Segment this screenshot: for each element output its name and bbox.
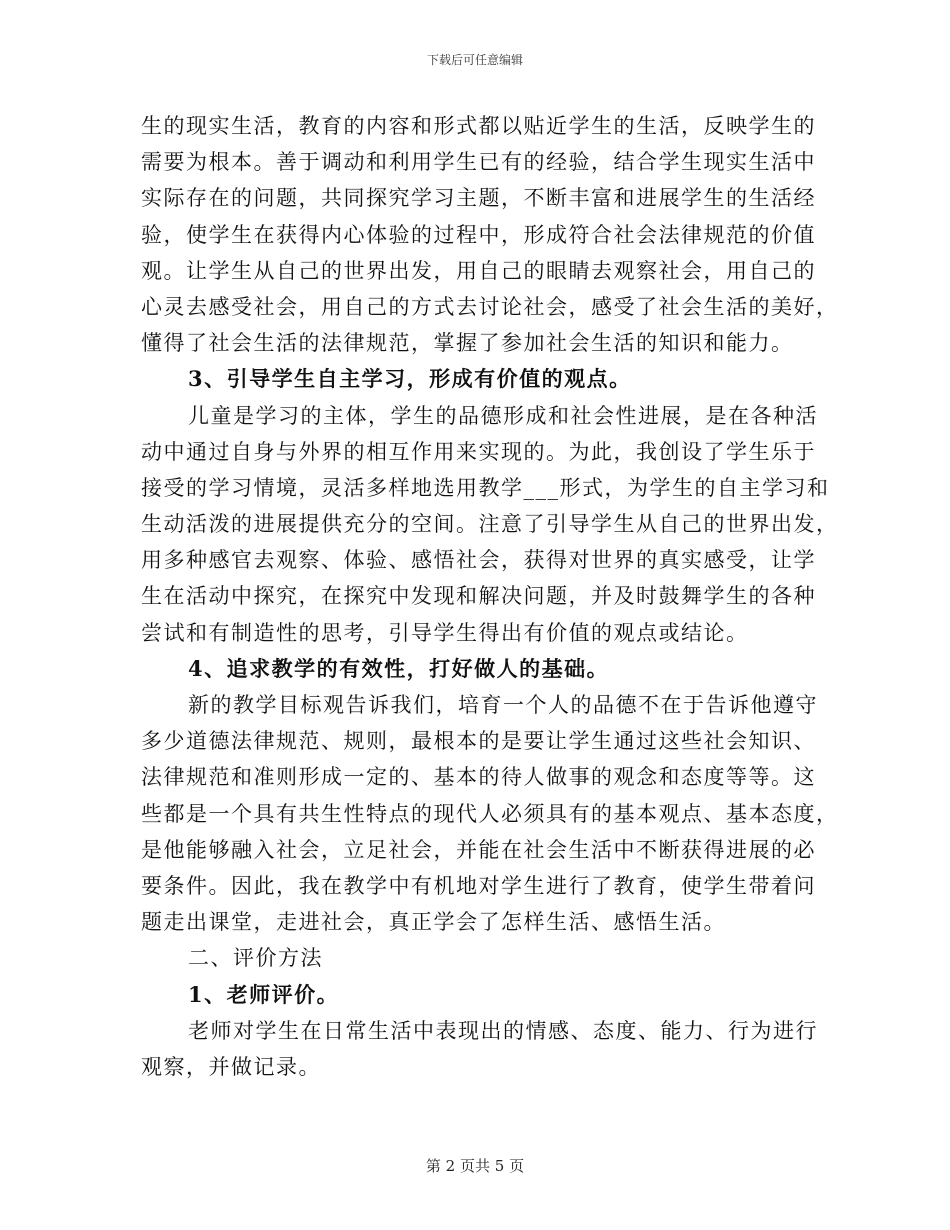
text-line: 观察，并做记录。 (141, 1054, 321, 1079)
paragraph-first-line: 新的教学目标观告诉我们，培育一个人的品德不在于告诉他遵守 (188, 693, 818, 717)
text-line: 些都是一个具有共生性特点的现代人必须具有的基本观点、基本态度， (141, 801, 839, 826)
text-line: 法律规范和准则形成一定的、基本的待人做事的观念和态度等等。这 (141, 765, 816, 790)
text-line: 题走出课堂，走进社会，真正学会了怎样生活、感悟生活。 (141, 910, 726, 935)
text-line: 要条件。因此，我在教学中有机地对学生进行了教育，使学生带着问 (141, 873, 816, 898)
text-line: 懂得了社会生活的法律规范，掌握了参加社会生活的知识和能力。 (141, 331, 794, 356)
page-header: 下载后可任意编辑 (426, 53, 523, 67)
text-line: 需要为根本。善于调动和利用学生已有的经验，结合学生现实生活中 (141, 150, 816, 175)
text-line: 生在活动中探究，在探究中发现和解决问题，并及时鼓舞学生的各种 (141, 584, 816, 609)
text-line: 多少道德法律规范、规则，最根本的是要让学生通过这些社会知识、 (141, 729, 816, 754)
section-heading: 3、引导学生自主学习，形成有价值的观点。 (188, 366, 632, 392)
text-line: 尝试和有制造性的思考，引导学生得出有价值的观点或结论。 (141, 620, 749, 645)
paragraph-first-line: 老师对学生在日常生活中表现出的情感、态度、能力、行为进行 (188, 1018, 818, 1043)
text-line: 生动活泼的进展提供充分的空间。注意了引导学生从自己的世界出发， (141, 512, 839, 537)
text-line: 观。让学生从自己的世界出发，用自己的眼睛去观察社会，用自己的 (141, 258, 816, 283)
document-body (141, 108, 839, 1085)
text-line: 验，使学生在获得内心体验的过程中，形成符合社会法律规范的价值 (141, 222, 816, 247)
text-line: 是他能够融入社会，立足社会，并能在社会生活中不断获得进展的必 (141, 837, 816, 862)
section-heading: 1、老师评价。 (188, 981, 340, 1007)
text-line: 实际存在的问题，共同探究学习主题，不断丰富和进展学生的生活经 (141, 186, 816, 211)
text-line: 动中通过自身与外界的相互作用来实现的。为此，我创设了学生乐于 (141, 439, 816, 464)
text-line: 心灵去感受社会，用自己的方式去讨论社会，感受了社会生活的美好， (141, 294, 839, 319)
page-number: 第 2 页共 5 页 (425, 1157, 525, 1175)
text-line: 用多种感官去观察、体验、感悟社会，获得对世界的真实感受，让学 (141, 548, 816, 573)
paragraph-first-line: 儿童是学习的主体，学生的品德形成和社会性进展，是在各种活 (188, 403, 818, 428)
text-line: 生的现实生活，教育的内容和形式都以贴近学生的生活，反映学生的 (141, 114, 816, 138)
text-line: 接受的学习情境，灵活多样地选用教学___形式，为学生的自主学习和 (141, 475, 830, 500)
paragraph-first-line: 二、评价方法 (188, 946, 323, 971)
section-heading: 4、追求教学的有效性，打好做人的基础。 (188, 655, 610, 681)
